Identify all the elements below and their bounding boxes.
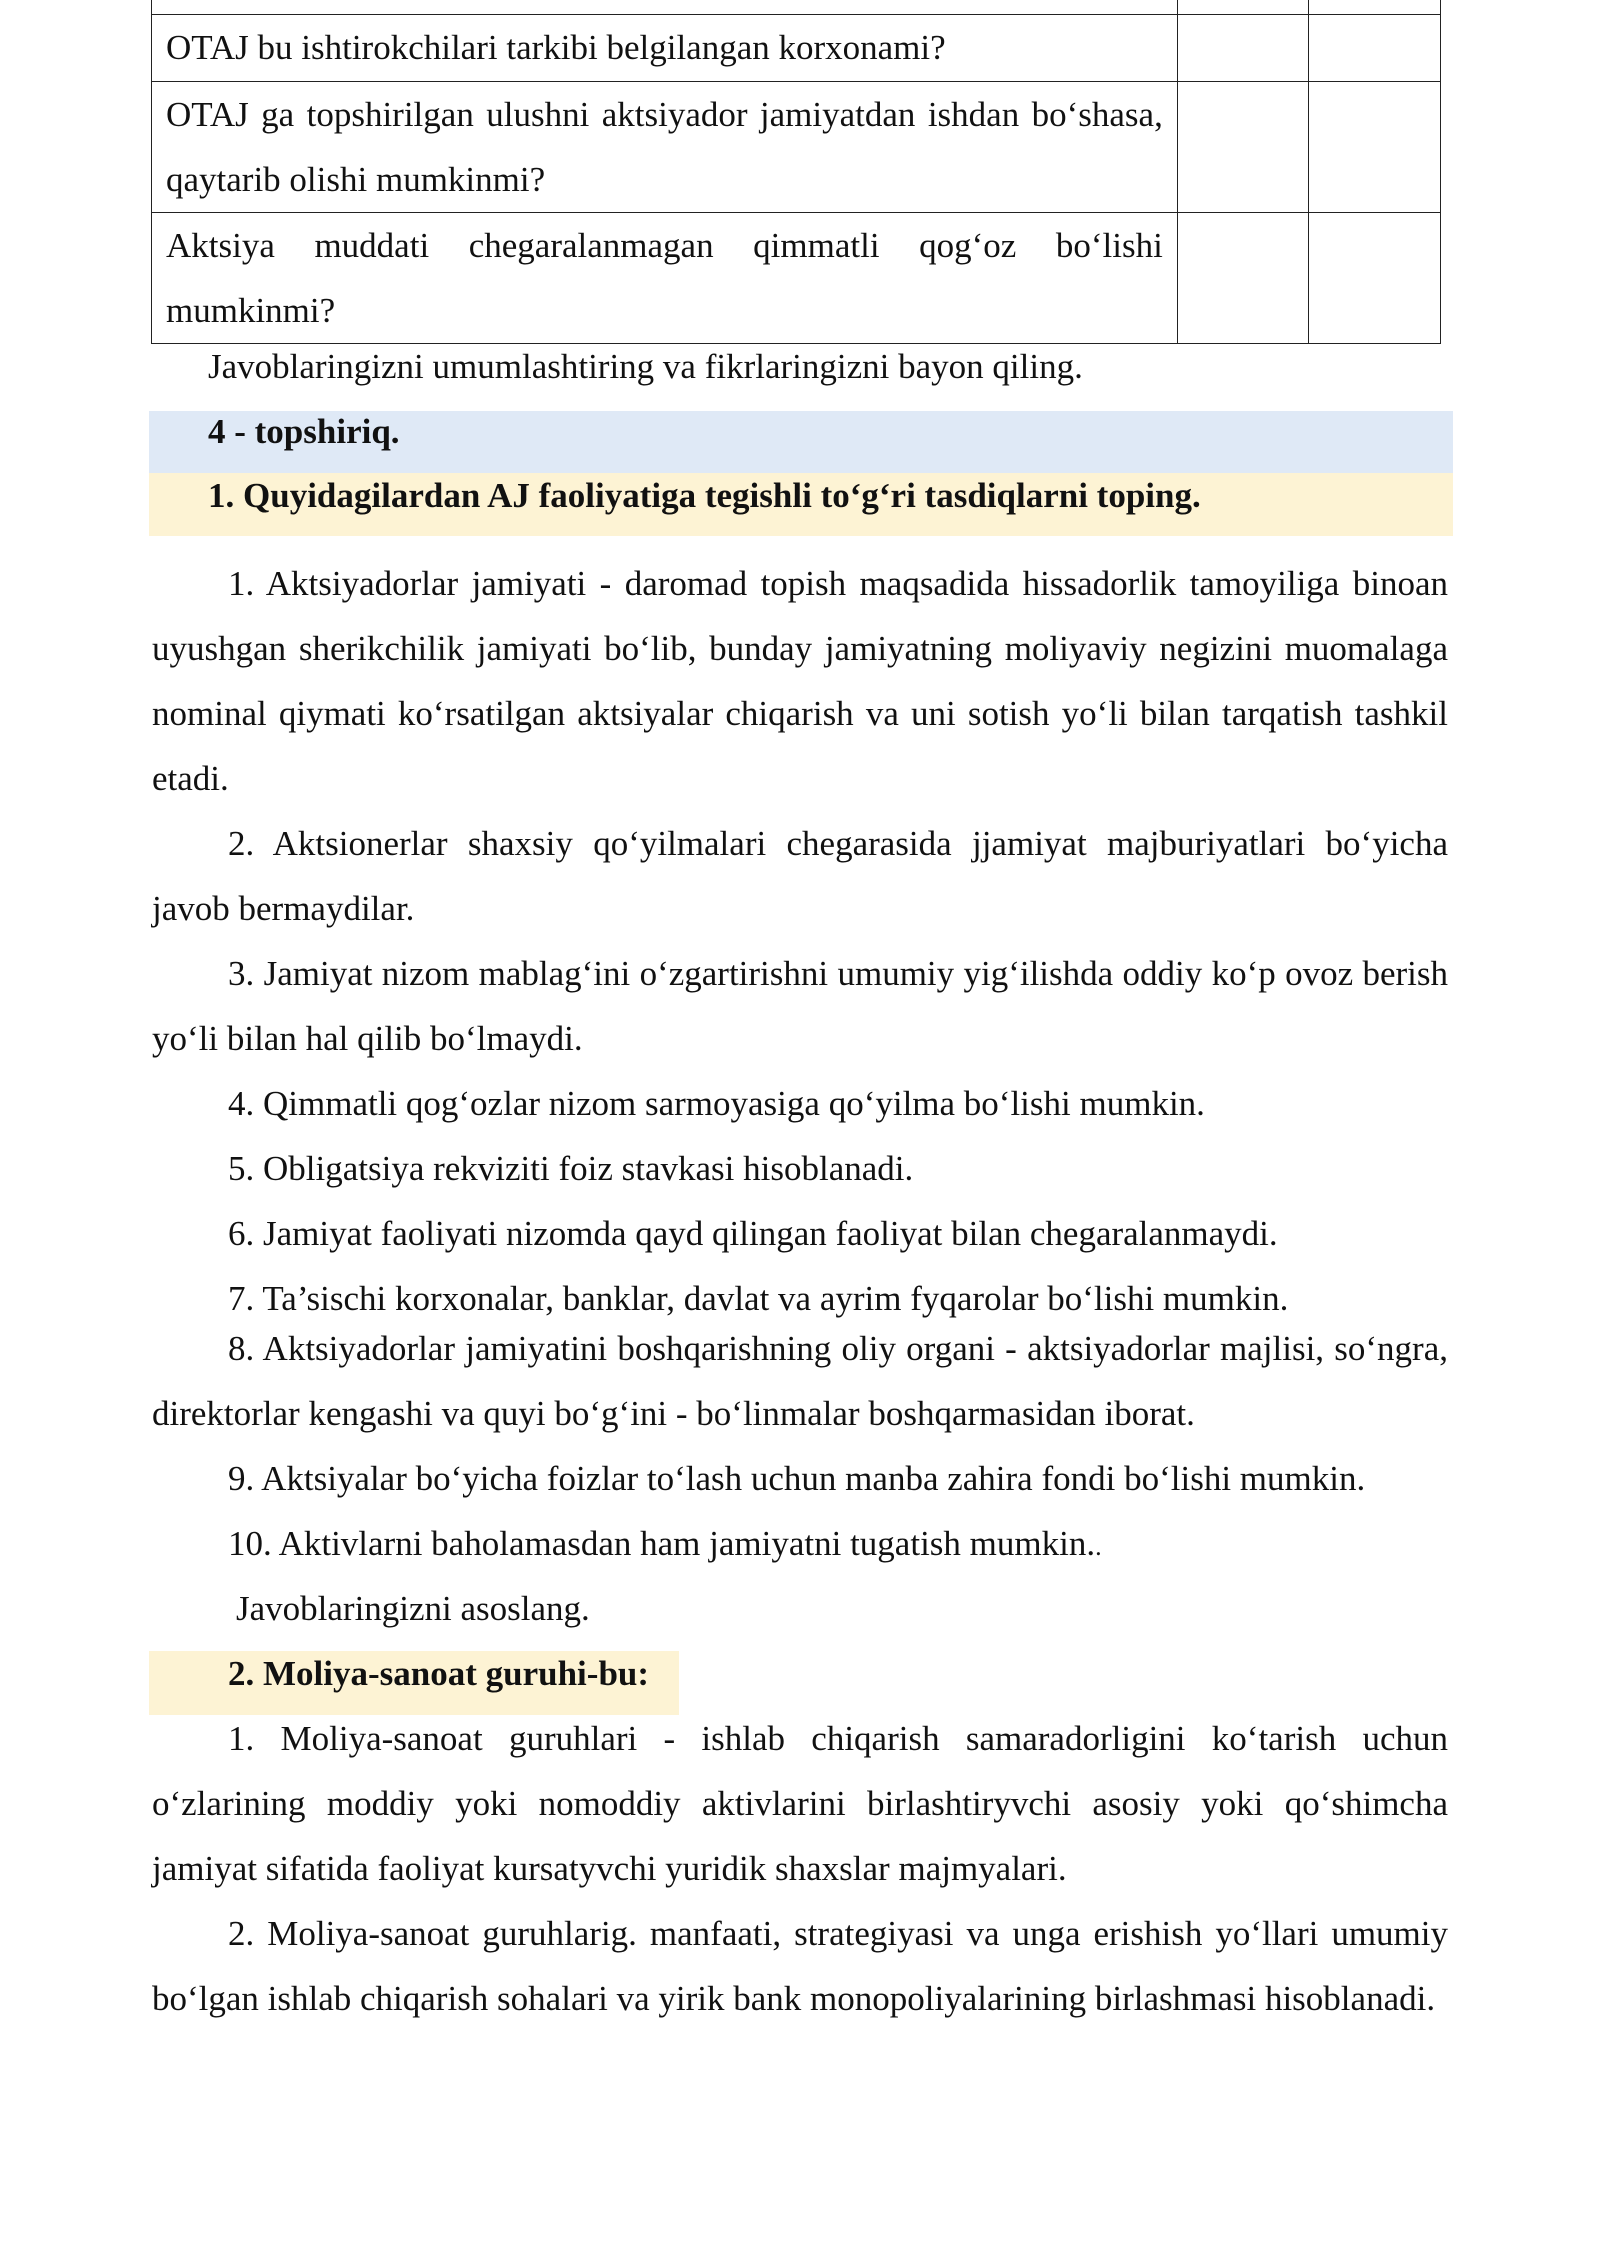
q1-statement-10-text: 10. Aktivlarni baholamasdan ham jamiyatni tugatish mumkin. (228, 1524, 1096, 1563)
answer-cell (1309, 213, 1441, 344)
question1-closing: Javoblaringizni asoslang. (236, 1589, 590, 1628)
summary-instruction: Javoblaringizni umumlashtiring va fikrlaringizni bayon qiling. (208, 347, 1083, 386)
q1-statement-4: 4. Qimmatli qog‘ozlar nizom sarmoyasiga qo‘yilma bo‘lishi mumkin. (228, 1084, 1205, 1123)
q1-statement-9: 9. Aktsiyalar bo‘yicha foizlar to‘lash uchun manba zahira fondi bo‘lishi mumkin. (228, 1459, 1366, 1498)
question-cell: OTAJ bu ishtirokchilari tarkibi belgilangan korxonami? (152, 15, 1178, 82)
q1-statement-10 (228, 1511, 1102, 1579)
q1-statement-5: 5. Obligatsiya rekviziti foiz stavkasi hisoblanadi. (228, 1149, 914, 1188)
question1-heading: 1. Quyidagilardan AJ faoliyatiga tegishli to‘g‘ri tasdiqlarni toping. (208, 476, 1201, 515)
table-row (152, 213, 1441, 344)
q1-statement-3: 3. Jamiyat nizom mablag‘ini o‘zgartirishni umumiy yig‘ilishda oddiy ko‘p ovoz berish yo‘li bilan hal qilib bo‘lmaydi. (152, 954, 1448, 1058)
table-row (152, 82, 1441, 213)
answer-cell (1309, 15, 1441, 82)
q1-statement-1: 1. Aktsiyadorlar jamiyati - daromad topish maqsadida hissadorlik tamoyiliga binoan uyushgan sherikchilik jamiyati bo‘lib, bunday jamiyatning moliyaviy negizini muomalaga nominal qiymati ko‘rsatilgan aktsiyalar chiqarish va uni sotish yo‘li bilan tarqatish tashkil etadi. (152, 564, 1448, 798)
q1-statement-7: 7. Ta’sischi korxonalar, banklar, davlat va ayrim fyqarolar bo‘lishi mumkin. (228, 1279, 1289, 1318)
question-cell: OTAJ ga topshirilgan ulushni aktsiyador jamiyatdan ishdan bo‘shasa, qaytarib olishi mumkinmi? (152, 82, 1178, 213)
questions-table (151, 0, 1441, 344)
table-row-top-stub (152, 0, 1441, 15)
question-cell: Aktsiya muddati chegaralanmagan qimmatli qog‘oz bo‘lishi mumkinmi? (152, 213, 1178, 344)
q1-statement-10-trailing-dot: . (1095, 1532, 1102, 1561)
question2-heading: 2. Moliya-sanoat guruhi-bu: (228, 1654, 650, 1693)
answer-cell (1177, 15, 1309, 82)
q1-statement-2: 2. Aktsionerlar shaxsiy qo‘yilmalari chegarasida jjamiyat majburiyatlari bo‘yicha javob bermaydilar. (152, 824, 1448, 928)
answer-cell (1309, 82, 1441, 213)
answer-cell (1177, 82, 1309, 213)
q2-statement-2: 2. Moliya-sanoat guruhlarig. manfaati, strategiyasi va unga erishish yo‘llari umumiy bo‘lgan ishlab chiqarish sohalari va yirik bank monopoliyalarining birlashmasi hisoblanadi. (152, 1914, 1448, 2018)
task-heading: 4 - topshiriq. (208, 412, 400, 451)
answer-cell (1177, 213, 1309, 344)
q2-statement-1: 1. Moliya-sanoat guruhlari - ishlab chiqarish samaradorligini ko‘tarish uchun o‘zlarining moddiy yoki nomoddiy aktivlarini birlashtiryvchi asosiy yoki qo‘shimcha jamiyat sifatida faoliyat kursatyvchi yuridik shaxslar majmyalari. (152, 1719, 1448, 1888)
q1-statement-6: 6. Jamiyat faoliyati nizomda qayd qilingan faoliyat bilan chegaralanmaydi. (228, 1214, 1278, 1253)
q1-statement-8: 8. Aktsiyadorlar jamiyatini boshqarishning oliy organi - aktsiyadorlar majlisi, so‘ngra, direktorlar kengashi va quyi bo‘g‘ini - bo‘linmalar boshqarmasidan iborat. (152, 1329, 1448, 1433)
table-row (152, 15, 1441, 82)
